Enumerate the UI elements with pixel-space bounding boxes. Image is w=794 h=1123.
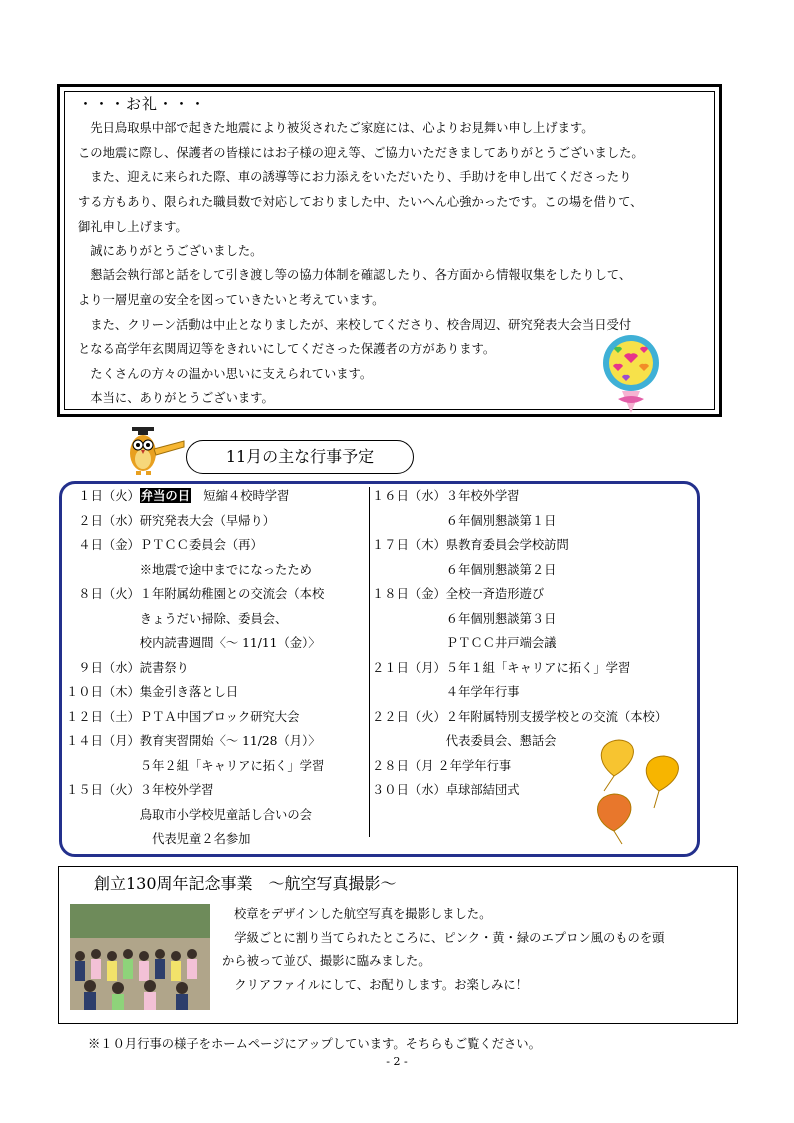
schedule-entry-text: ９日（水）読書祭り: [66, 660, 189, 675]
schedule-right-entry: ６年個別懇談第３日: [372, 611, 557, 626]
schedule-right-entry: １８日（金）全校一斉造形遊び: [372, 587, 545, 601]
schedule-entry-text: １５日（火）３年校外学習: [66, 783, 214, 797]
schedule-entry-text: １２日（土）ＰＴＡ中国ブロック研究大会: [66, 709, 300, 724]
schedule-entry-text: １０日（木）集金引き落とし日: [66, 685, 239, 699]
aerial-text-line: 校章をデザインした航空写真を撮影しました。: [234, 907, 492, 921]
schedule-right-entry: ＰＴＣＣ井戸端会議: [372, 636, 557, 650]
thanks-line: この地震に際し、保護者の皆様にはお子様の迎え等、ご協力いただきましてありがとうございました。: [78, 146, 644, 160]
schedule-right-entry: 代表委員会、懇話会: [372, 734, 557, 748]
aerial-photo-students-image: [70, 904, 210, 1010]
page-number: - 2 -: [386, 1055, 408, 1068]
schedule-entry-text: ４日（金）ＰＴＣＣ委員会（再）: [66, 538, 263, 552]
schedule-left-entry: [66, 733, 321, 749]
schedule-entry-text: 校内読書週間〈～ 11/11（金）〉: [66, 636, 321, 650]
owl-teacher-mascot: [126, 423, 188, 479]
schedule-right-entry: ２１日（月）５年１組「キャリアに拓く」学習: [372, 660, 631, 675]
schedule-left-entry: [66, 709, 299, 725]
schedule-entry-text: ５年２組「キャリアに拓く」学習: [66, 758, 325, 773]
schedule-right-entry: ６年個別懇談第１日: [372, 513, 557, 528]
aerial-text-line: クリアファイルにして、お配りします。お楽しみに！: [222, 978, 528, 992]
schedule-left-entry: [66, 635, 321, 651]
schedule-entry-text: １４日（月）教育実習開始〈～ 11/28（月）〉: [66, 734, 321, 748]
thanks-line: また、迎えに来られた際、車の誘導等にお力添えをいただいたり、手助けを申し出てくださったり: [78, 170, 632, 184]
schedule-right-entry: ２２日（火）２年附属特別支援学校との交流（本校）: [372, 709, 668, 724]
schedule-left-entry: [66, 782, 214, 798]
thanks-line: また、クリーン活動は中止となりましたが、来校してくださり、校舎周辺、研究発表大会当日受付: [78, 318, 632, 332]
schedule-left-entry: [66, 758, 324, 774]
schedule-right-entry: ２８日（月 ２年学年行事: [372, 758, 512, 773]
thanks-title: ・・・お礼・・・: [78, 95, 207, 113]
schedule-entry-text: 鳥取市小学校児童話し合いの会: [66, 807, 312, 822]
schedule-column-divider: [369, 487, 370, 837]
schedule-entry-text: 短縮４校時学習: [191, 489, 290, 503]
schedule-right-entry: １６日（水）３年校外学習: [372, 489, 520, 503]
schedule-left-entry: [66, 684, 238, 700]
thanks-line: 本当に、ありがとうございます。: [78, 391, 274, 405]
thanks-line: 懇話会執行部と話をして引き渡し等の協力体制を確認したり、各方面から情報収集をしたりして、: [78, 268, 632, 282]
schedule-right-entry: ３０日（水）卓球部結団式: [372, 783, 520, 797]
aerial-photo-title: 創立130周年記念事業 ～航空写真撮影～: [94, 874, 397, 893]
schedule-left-entry: [66, 513, 275, 529]
schedule-left-entry: [66, 537, 263, 553]
schedule-title: 11月の主な行事予定: [225, 447, 375, 466]
schedule-entry-text: 代表児童２名参加: [66, 832, 251, 846]
schedule-left-entry: [66, 660, 189, 676]
bento-day-highlight: 弁当の日: [140, 488, 190, 503]
flower-bouquet-illustration: [596, 333, 666, 413]
schedule-entry-text: ８日（火）１年附属幼稚園との交流会（本校: [66, 587, 325, 601]
schedule-left-entry: [66, 831, 250, 847]
thanks-line: たくさんの方々の温かい思いに支えられています。: [78, 367, 373, 381]
aerial-text-line: 学級ごとに割り当てられたところに、ピンク・黄・緑のエプロン風のものを頭: [222, 931, 665, 945]
schedule-left-entry: [66, 611, 287, 627]
thanks-line: 誠にありがとうございました。: [78, 244, 263, 258]
schedule-entry-text: きょうだい掃除、委員会、: [66, 611, 288, 626]
thanks-line: 先日鳥取県中部で起きた地震により被災されたご家庭には、心よりお見舞い申し上げます。: [78, 121, 594, 135]
schedule-right-entry: ４年学年行事: [372, 685, 520, 699]
schedule-left-entry: [66, 562, 312, 578]
ginkgo-leaves-illustration: [584, 736, 694, 846]
schedule-left-entry: [66, 586, 324, 602]
schedule-right-entry: １７日（木）県教育委員会学校訪問: [372, 538, 569, 552]
schedule-left-entry: [66, 807, 312, 823]
schedule-entry-text: ２日（水）研究発表大会（早帰り）: [66, 513, 276, 528]
schedule-right-entry: ６年個別懇談第２日: [372, 562, 557, 577]
thanks-line: 御礼申し上げます。: [78, 220, 188, 234]
schedule-entry-text: １日（火）: [66, 489, 140, 503]
thanks-line: より一層児童の安全を図っていきたいと考えています。: [78, 293, 385, 307]
schedule-left-entry: [66, 488, 289, 504]
homepage-footnote: ※１０月行事の様子をホームページにアップしています。そちらもご覧ください。: [88, 1037, 541, 1051]
aerial-text-line: から被って並び、撮影に臨みました。: [222, 954, 431, 968]
thanks-line: する方もあり、限られた職員数で対応しておりました中、たいへん心強かったです。この場を借りて、: [78, 195, 643, 209]
thanks-line: となる高学年玄関周辺等をきれいにしてくださった保護者の方があります。: [78, 342, 496, 356]
schedule-entry-text: ※地震で途中までになったため: [66, 562, 312, 577]
